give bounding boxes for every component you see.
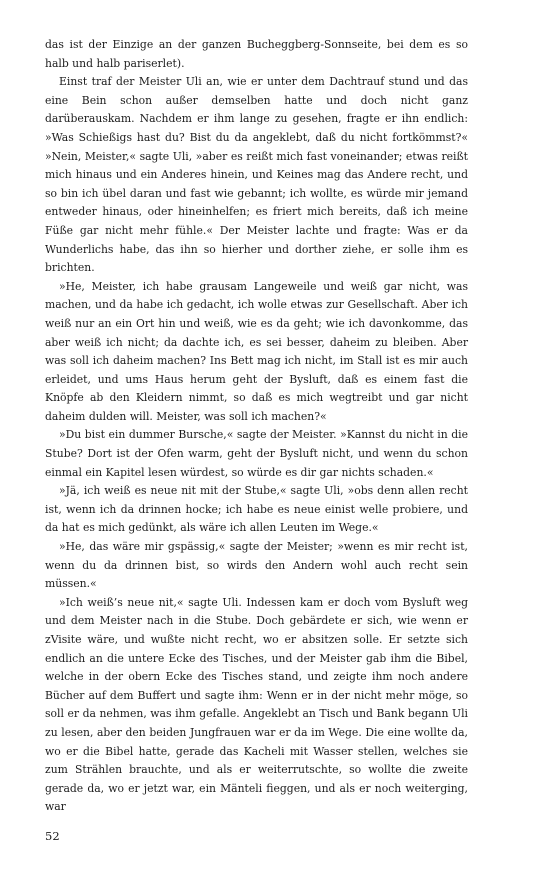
paragraph-7: »Ich weiß’s neue nit,« sagte Uli. Indessen kam er doch vom Bysluft weg und dem Meister nach in die Stube. Doch gebärdete er sich, wie wenn er zVisite wäre, und wußte nicht recht, wo er absitzen solle. Er setzte sich endlich an die untere Ecke des Tisches, und der Meister gab ihm die Bibel, welche in der obern Ecke des Tisches stand, und zeigte ihm noch andere Bücher auf dem Buffert und sagte ihm: Wenn er in der nicht mehr möge, so soll er da nehmen, was ihm gefalle. Angeklebt an Tisch und Bank begann Uli zu lesen, aber den beiden Jungfrauen war er da im Wege. Die eine wollte da, wo er die Bibel hatte, gerade das Kacheli mit Wasser stellen, welches sie zum Strählen brauchte, und als er weiterrutschte, so wollte die zweite gerade da, wo er jetzt war, ein Mänteli fieggen, und als er noch weiterging, war — [45, 595, 468, 814]
paragraph-2: Einst traf der Meister Uli an, wie er unter dem Dachtrauf stund und das eine Bein schon außer demselben hatte und doch nicht ganz darüberauskam. Nachdem er ihm lange zu gesehen, fragte er ihn endlich: »Was Schießigs hast du? Bist du da angeklebt, daß du nicht fortkömmst?« »Nein, Meister,« sagte Uli, »aber es reißt mich fast voneinander; etwas reißt mich hinaus und ein Anderes hinein, und Keines mag das Andere recht, und so bin ich übel daran und fast wie gebannt; ich wollte, es würde mir jemand entweder hinaus, oder hineinhelfen; es friert mich bereits, daß ich meine Füße gar nicht mehr fühle.« Der Meister lachte und fragte: Was er da Wunderlichs habe, das ihn so hierher und dorther ziehe, er solle ihm es brichten. — [45, 75, 468, 275]
paragraph-6: »He, das wäre mir gspässig,« sagte der Meister; »wenn es mir recht ist, wenn du da drinnen bist, so wirds den Andern wohl auch recht sein müssen.« — [45, 540, 468, 591]
page-body — [45, 36, 468, 817]
page-number: 52 — [45, 829, 60, 843]
paragraph-5: »Jä, ich weiß es neue nit mit der Stube,« sagte Uli, »obs denn allen recht ist, wenn ich da drinnen hocke; ich habe es neue einist welle probiere, und da hat es mich gedünkt, als wäre ich allen Leuten im Wege.« — [45, 484, 468, 535]
paragraph-4: »Du bist ein dummer Bursche,« sagte der Meister. »Kannst du nicht in die Stube? Dort ist der Ofen warm, geht der Bysluft nicht, und wenn du schon einmal ein Kapitel lesen würdest, so würde es dir gar nichts schaden.« — [45, 428, 468, 479]
paragraph-3: »He, Meister, ich habe grausam Langeweile und weiß gar nicht, was machen, und da habe ich gedacht, ich wolle etwas zur Gesellschaft. Aber ich weiß nur an ein Ort hin und weiß, wie es da geht; wie ich davonkomme, das aber weiß ich nicht; da dachte ich, es sei besser, daheim zu bleiben. Aber was soll ich daheim machen? Ins Bett mag ich nicht, im Stall ist es mir auch erleidet, und ums Haus herum geht der Bysluft, daß es einem fast die Knöpfe ab den Kleidern nimmt, so daß es mich wegtreibt und gar nicht daheim dulden will. Meister, was soll ich machen?« — [45, 279, 468, 423]
paragraph-1: das ist der Einzige an der ganzen Bucheggberg-Sonnseite, bei dem es so halb und halb pariserlet). — [45, 38, 468, 70]
